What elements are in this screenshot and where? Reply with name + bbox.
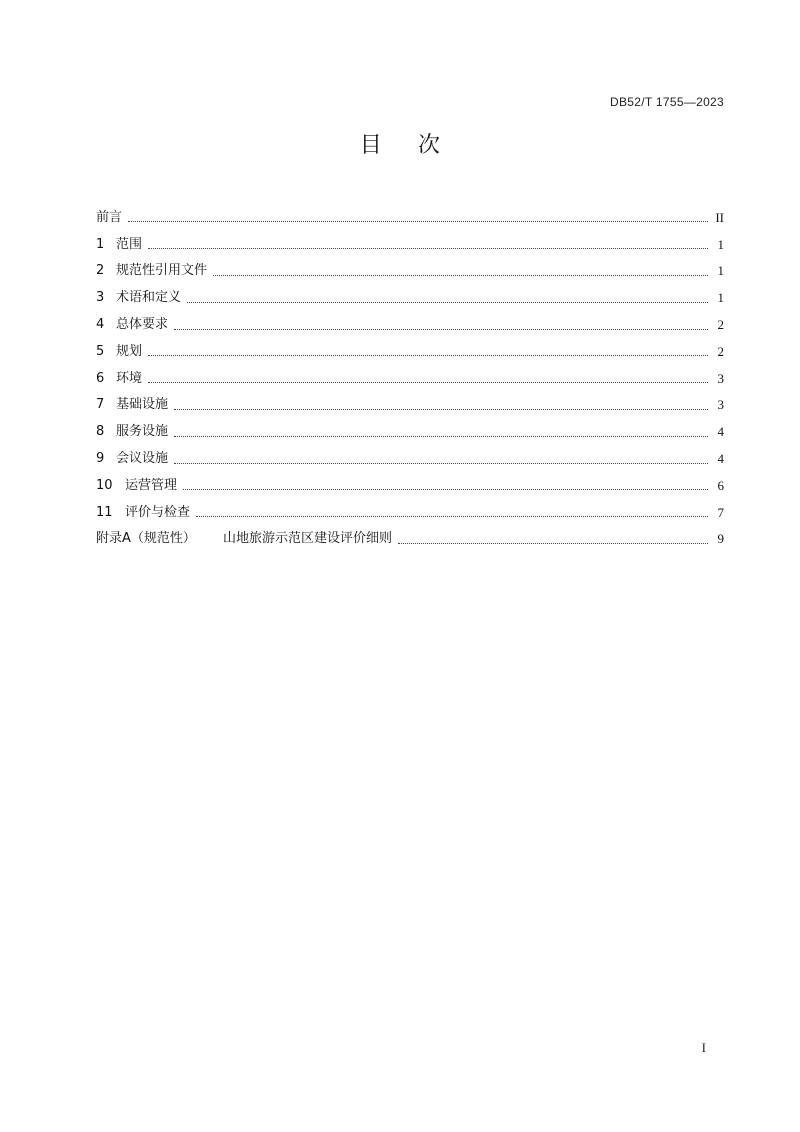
dot-leader — [174, 328, 708, 330]
table-of-contents — [96, 204, 724, 552]
dot-leader — [148, 247, 708, 249]
toc-entry[interactable] — [96, 472, 724, 499]
toc-entry-number: 11 — [96, 504, 113, 520]
toc-entry-title: 基础设施 — [116, 397, 169, 413]
toc-entry-page: 1 — [717, 236, 724, 252]
toc-entry-page: 1 — [717, 263, 724, 279]
toc-entry-number: 2 — [96, 263, 105, 279]
toc-entry-title: 会议设施 — [116, 451, 169, 467]
toc-entry[interactable] — [96, 338, 724, 365]
toc-entry-number: 6 — [96, 370, 105, 386]
page-title — [0, 128, 800, 159]
dot-leader — [174, 408, 708, 410]
toc-entry-page: 9 — [717, 531, 724, 547]
toc-entry-number: 10 — [96, 477, 113, 493]
dot-leader — [196, 515, 708, 517]
toc-entry-page: 2 — [717, 343, 724, 359]
toc-entry-number: 3 — [96, 290, 105, 306]
toc-entry[interactable] — [96, 284, 724, 311]
toc-entry-title: 服务设施 — [116, 424, 169, 440]
toc-entry-page: 3 — [717, 397, 724, 413]
toc-entry-title: 山地旅游示范区建设评价细则 — [223, 531, 393, 547]
toc-entry-title: 范围 — [116, 236, 143, 252]
toc-entry-number: 1 — [96, 236, 105, 252]
toc-entry-number: 8 — [96, 424, 105, 440]
toc-entry-page: 2 — [717, 317, 724, 333]
toc-entry[interactable] — [96, 258, 724, 285]
dot-leader — [398, 542, 708, 544]
toc-entry-number: 9 — [96, 451, 105, 467]
toc-entry-number: 附录A（规范性） — [96, 531, 196, 547]
toc-entry[interactable] — [96, 499, 724, 526]
toc-entry-page: II — [715, 209, 724, 225]
toc-entry-title: 规划 — [116, 343, 143, 359]
toc-entry-title: 前言 — [96, 209, 123, 225]
toc-entry[interactable] — [96, 445, 724, 472]
toc-entry[interactable] — [96, 231, 724, 258]
toc-entry-title: 运营管理 — [125, 477, 178, 493]
toc-entry-page: 4 — [717, 424, 724, 440]
document-id: DB52/T 1755—2023 — [610, 95, 724, 109]
toc-entry-page: 4 — [717, 451, 724, 467]
toc-entry-page: 7 — [717, 504, 724, 520]
page-number: I — [701, 1040, 706, 1055]
dot-leader — [183, 488, 708, 490]
dot-leader — [128, 220, 708, 222]
dot-leader — [174, 435, 708, 437]
toc-entry-title: 规范性引用文件 — [116, 263, 208, 279]
toc-entry[interactable] — [96, 418, 724, 445]
dot-leader — [187, 301, 708, 303]
toc-entry[interactable] — [96, 311, 724, 338]
toc-entry-title: 术语和定义 — [116, 290, 182, 306]
dot-leader — [174, 462, 708, 464]
toc-entry[interactable] — [96, 204, 724, 231]
toc-entry-appendix[interactable] — [96, 526, 724, 553]
toc-entry-page: 1 — [717, 290, 724, 306]
dot-leader — [148, 354, 708, 356]
toc-entry-number: 5 — [96, 343, 105, 359]
title-part-2: 次 — [418, 133, 441, 158]
toc-entry-number: 4 — [96, 317, 105, 333]
dot-leader — [213, 274, 708, 276]
toc-entry-title: 总体要求 — [116, 317, 169, 333]
toc-entry-title: 评价与检查 — [125, 504, 191, 520]
title-part-1: 目 — [359, 133, 382, 158]
dot-leader — [148, 381, 708, 383]
toc-entry-title: 环境 — [116, 370, 143, 386]
toc-entry[interactable] — [96, 392, 724, 419]
toc-entry[interactable] — [96, 365, 724, 392]
toc-entry-page: 3 — [717, 370, 724, 386]
toc-entry-number: 7 — [96, 397, 105, 413]
toc-entry-page: 6 — [717, 477, 724, 493]
